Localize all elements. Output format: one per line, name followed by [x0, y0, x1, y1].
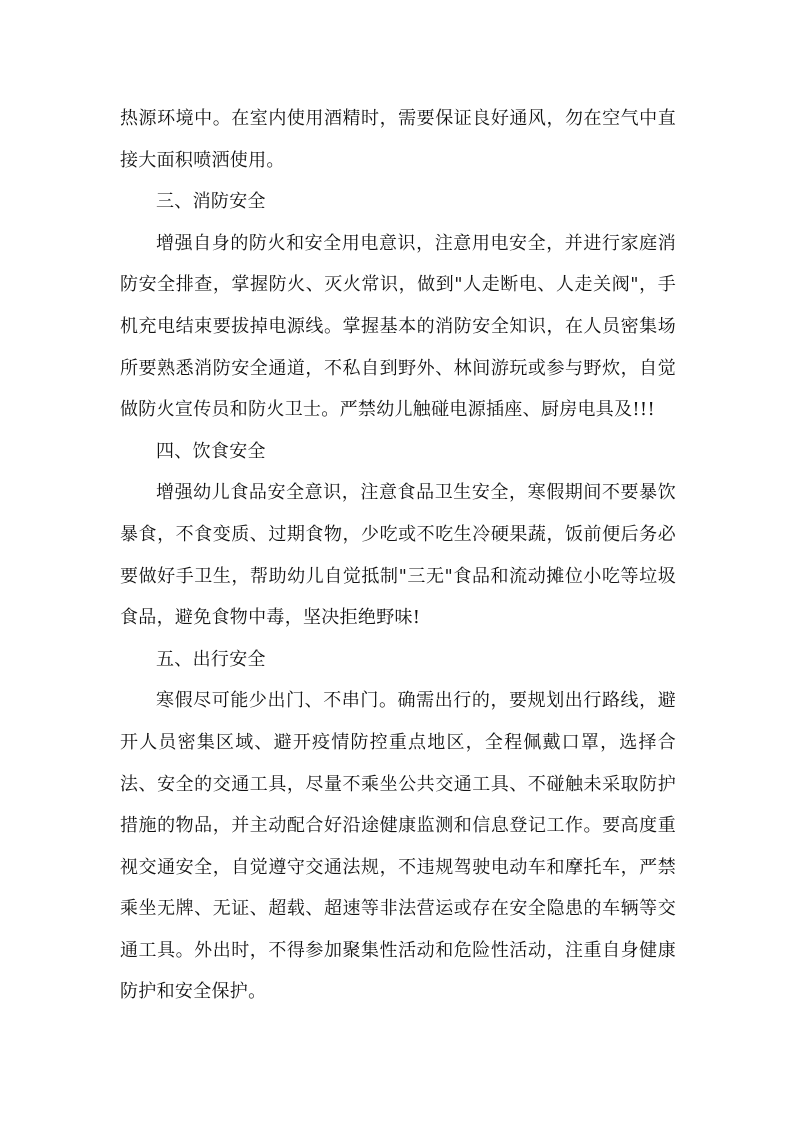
section-body-fire-safety: 增强自身的防火和安全用电意识，注意用电安全，并进行家庭消防安全排查，掌握防火、灭火常识，做到"人走断电、人走关阀"，手机充电结束要拔掉电源线。掌握基本的消防安全知识，在人员密集场所要熟悉消防安全通道，不私自到野外、林间游玩或参与野炊，自觉做防火宣传员和防火卫士。严禁幼儿触碰电源插座、厨房电具及!!!: [120, 232, 676, 421]
section-body-food-safety: 增强幼儿食品安全意识，注意食品卫生安全，寒假期间不要暴饮暴食，不食变质、过期食物，少吃或不吃生冷硬果蔬，饭前便后务必要做好手卫生，帮助幼儿自觉抵制"三无"食品和流动摊位小吃等垃圾食品，避免食物中毒，坚决拒绝野味!: [120, 482, 676, 629]
section-heading-travel-safety: 五、出行安全: [156, 648, 266, 670]
continuation-paragraph: 热源环境中。在室内使用酒精时，需要保证良好通风，勿在空气中直接大面积喷洒使用。: [120, 108, 676, 171]
document-body: [120, 98, 676, 1013]
section-body-travel-safety: 寒假尽可能少出门、不串门。确需出行的，要规划出行路线，避开人员密集区域、避开疫情防控重点地区，全程佩戴口罩，选择合法、安全的交通工具，尽量不乘坐公共交通工具、不碰触未采取防护措施的物品，并主动配合好沿途健康监测和信息登记工作。要高度重视交通安全，自觉遵守交通法规，不违规驾驶电动车和摩托车，严禁乘坐无牌、无证、超载、超速等非法营运或存在安全隐患的车辆等交通工具。外出时，不得参加聚集性活动和危险性活动，注重自身健康防护和安全保护。: [120, 690, 676, 1003]
section-heading-fire-safety: 三、消防安全: [156, 191, 266, 213]
section-heading-food-safety: 四、饮食安全: [156, 440, 266, 462]
